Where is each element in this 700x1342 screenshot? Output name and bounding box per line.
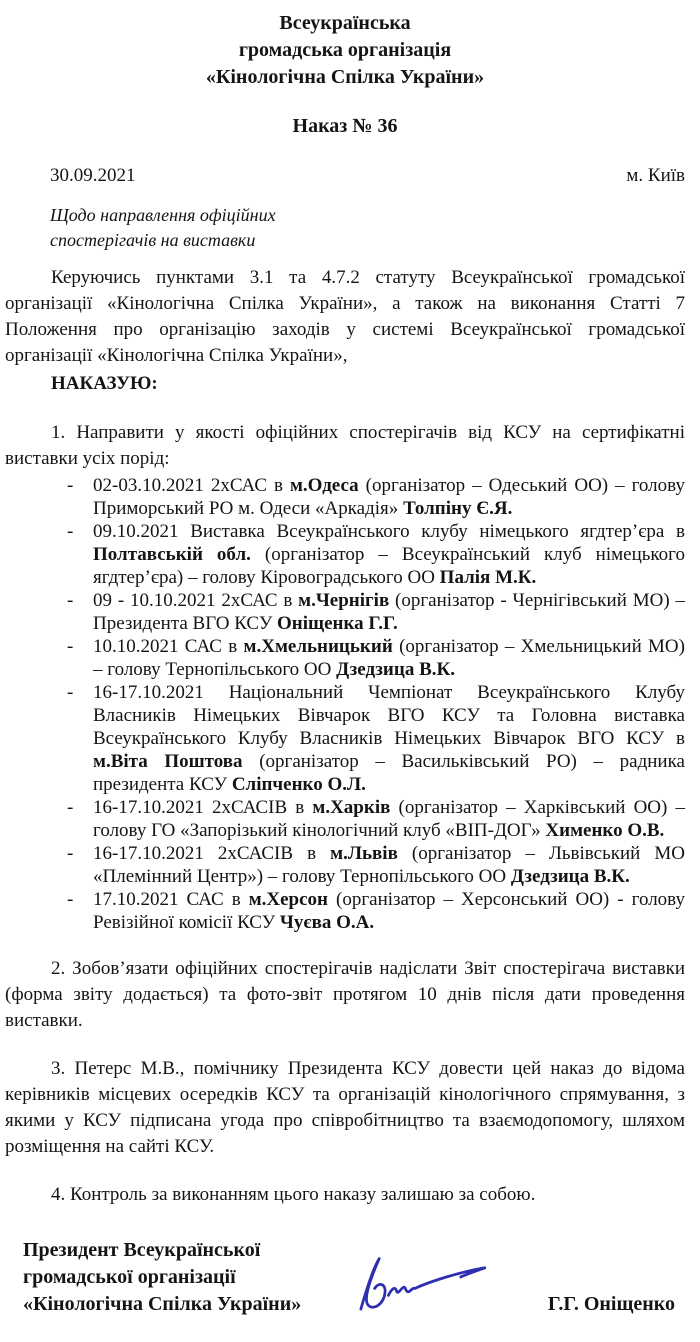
event-text: 16-17.10.2021 Національний Чемпіонат Всеукраїнського Клубу Власників Німецьких Вівчарок ВГО КСУ та Головна виставка Всеукраїнського Клубу Власників Німецьких Вівчарок ВГО КСУ в [93, 682, 685, 749]
subject-block [5, 203, 685, 253]
event-bold-text: м.Чернігів [298, 590, 390, 611]
event-bold-text: м.Львів [330, 843, 398, 864]
signature-scribble [349, 1254, 499, 1316]
event-item [93, 635, 685, 681]
signer-title-block [23, 1237, 301, 1318]
event-text: 09.10.2021 Виставка Всеукраїнського клубу німецького ягдтер’єра в [93, 521, 685, 542]
event-item [93, 589, 685, 635]
event-bold-text: Хименко О.В. [545, 820, 665, 841]
order-city: м. Київ [626, 165, 685, 186]
event-bold-text: Оніщенка Г.Г. [277, 613, 398, 634]
event-bold-text: м.Хмельницький [243, 636, 393, 657]
date-place-row [5, 162, 685, 189]
order-date: 30.09.2021 [50, 165, 136, 186]
signer-name: Г.Г. Оніщенко [547, 1293, 675, 1315]
intro-paragraph: Керуючись пунктами 3.1 та 4.7.2 статуту Всеукраїнської громадської організації «Кінологічна Спілка України», а також на виконання Статті 7 Положення про організацію заходів у системі Всеукраїнської громадської організації «Кінологічна Спілка України», [5, 267, 685, 366]
event-text: (організатор – Харківський ОО) – голову ГО «Запорізький кінологічний клуб «ВІП-ДОГ» [93, 797, 685, 841]
event-text: (організатор – Херсонський ОО) - голову Ревізійної комісії КСУ [93, 889, 685, 933]
subject-line2: спостерігачів на виставки [50, 230, 256, 250]
decree-word: НАКАЗУЮ: [51, 373, 158, 394]
event-item [93, 842, 685, 888]
event-text: 17.10.2021 САС в [93, 889, 249, 910]
order-title: Наказ № 36 [292, 115, 398, 137]
signer-title-line2: громадської організації [23, 1266, 236, 1288]
event-bold-text: м.Херсон [248, 889, 328, 910]
event-text: 16-17.10.2021 2хСАСІВ в [93, 797, 313, 818]
event-text: 16-17.10.2021 2хСАСІВ в [93, 843, 331, 864]
event-bold-text: м.Віта Поштова [93, 751, 243, 772]
org-name-line1: Всеукраїнська [279, 12, 411, 34]
event-bold-text: м.Одеса [289, 475, 359, 496]
event-text: 02-03.10.2021 2хСАС в [93, 475, 290, 496]
paragraph-2: 2. Зобов’язати офіційних спостерігачів надіслати Звіт спостерігача виставки (форма звіту додається) та фото-звіт протягом 10 днів після дати проведення виставки. [5, 958, 685, 1031]
event-item [93, 888, 685, 934]
subject-line1: Щодо направлення офіційних [50, 205, 276, 225]
whitespace-spacer [5, 1208, 685, 1237]
events-list [5, 474, 685, 934]
event-text: 10.10.2021 САС в [93, 636, 244, 657]
signer-title-line1: Президент Всеукраїнської [23, 1239, 261, 1261]
event-text: (організатор – Хмельницький МО) – голову Тернопільського ОО [93, 636, 685, 680]
event-item [93, 681, 685, 796]
event-text: 09 - 10.10.2021 2хСАС в [93, 590, 299, 611]
org-name-line2: громадська організація [238, 39, 452, 61]
signature-row [23, 1237, 675, 1318]
org-name-block [5, 10, 685, 91]
signature-ink-path [361, 1259, 485, 1310]
event-text: (організатор – Васильківський РО) – радника президента КСУ [93, 751, 685, 795]
paragraph-3: 3. Петерс М.В., помічнику Президента КСУ довести цей наказ до відома керівників місцевих осередків КСУ та організацій кінологічного спрямування, з якими у КСУ підписана угода про співробітництво та взаємодопомогу, шляхом розміщення на сайті КСУ. [5, 1058, 685, 1157]
event-item [93, 796, 685, 842]
event-bold-text: Палія М.К. [439, 567, 537, 588]
event-text: (організатор – Всеукраїнський клуб німецького ягдтер’єра) – голову Кіровоградського ОО [93, 544, 685, 588]
signer-title-line3: «Кінологічна Спілка України» [23, 1293, 302, 1315]
org-name-line3: «Кінологічна Спілка України» [205, 66, 485, 88]
event-text: (організатор – Одеський ОО) – голову Приморський РО м. Одеси «Аркадія» [93, 475, 685, 519]
item1-intro: 1. Направити у якості офіційних спостерігачів від КСУ на сертифікатні виставки усіх порід: [5, 422, 685, 469]
event-item [93, 474, 685, 520]
event-item [93, 520, 685, 589]
paragraph-4: 4. Контроль за виконанням цього наказу залишаю за собою. [51, 1184, 536, 1205]
event-bold-text: Дзедзица В.К. [336, 659, 456, 680]
event-text: (організатор - Чернігівський МО) – Президента ВГО КСУ [93, 590, 685, 634]
event-bold-text: Сліпченко О.Л. [231, 774, 366, 795]
event-bold-text: м.Харків [312, 797, 391, 818]
event-bold-text: Полтавській обл. [93, 544, 251, 565]
event-bold-text: Дзедзица В.К. [510, 866, 630, 887]
event-bold-text: Толпіну Є.Я. [403, 498, 513, 519]
event-text: (організатор – Львівський МО «Племінний Центр») – голову Тернопільського ОО [93, 843, 685, 887]
event-bold-text: Чуєва О.А. [279, 912, 375, 933]
